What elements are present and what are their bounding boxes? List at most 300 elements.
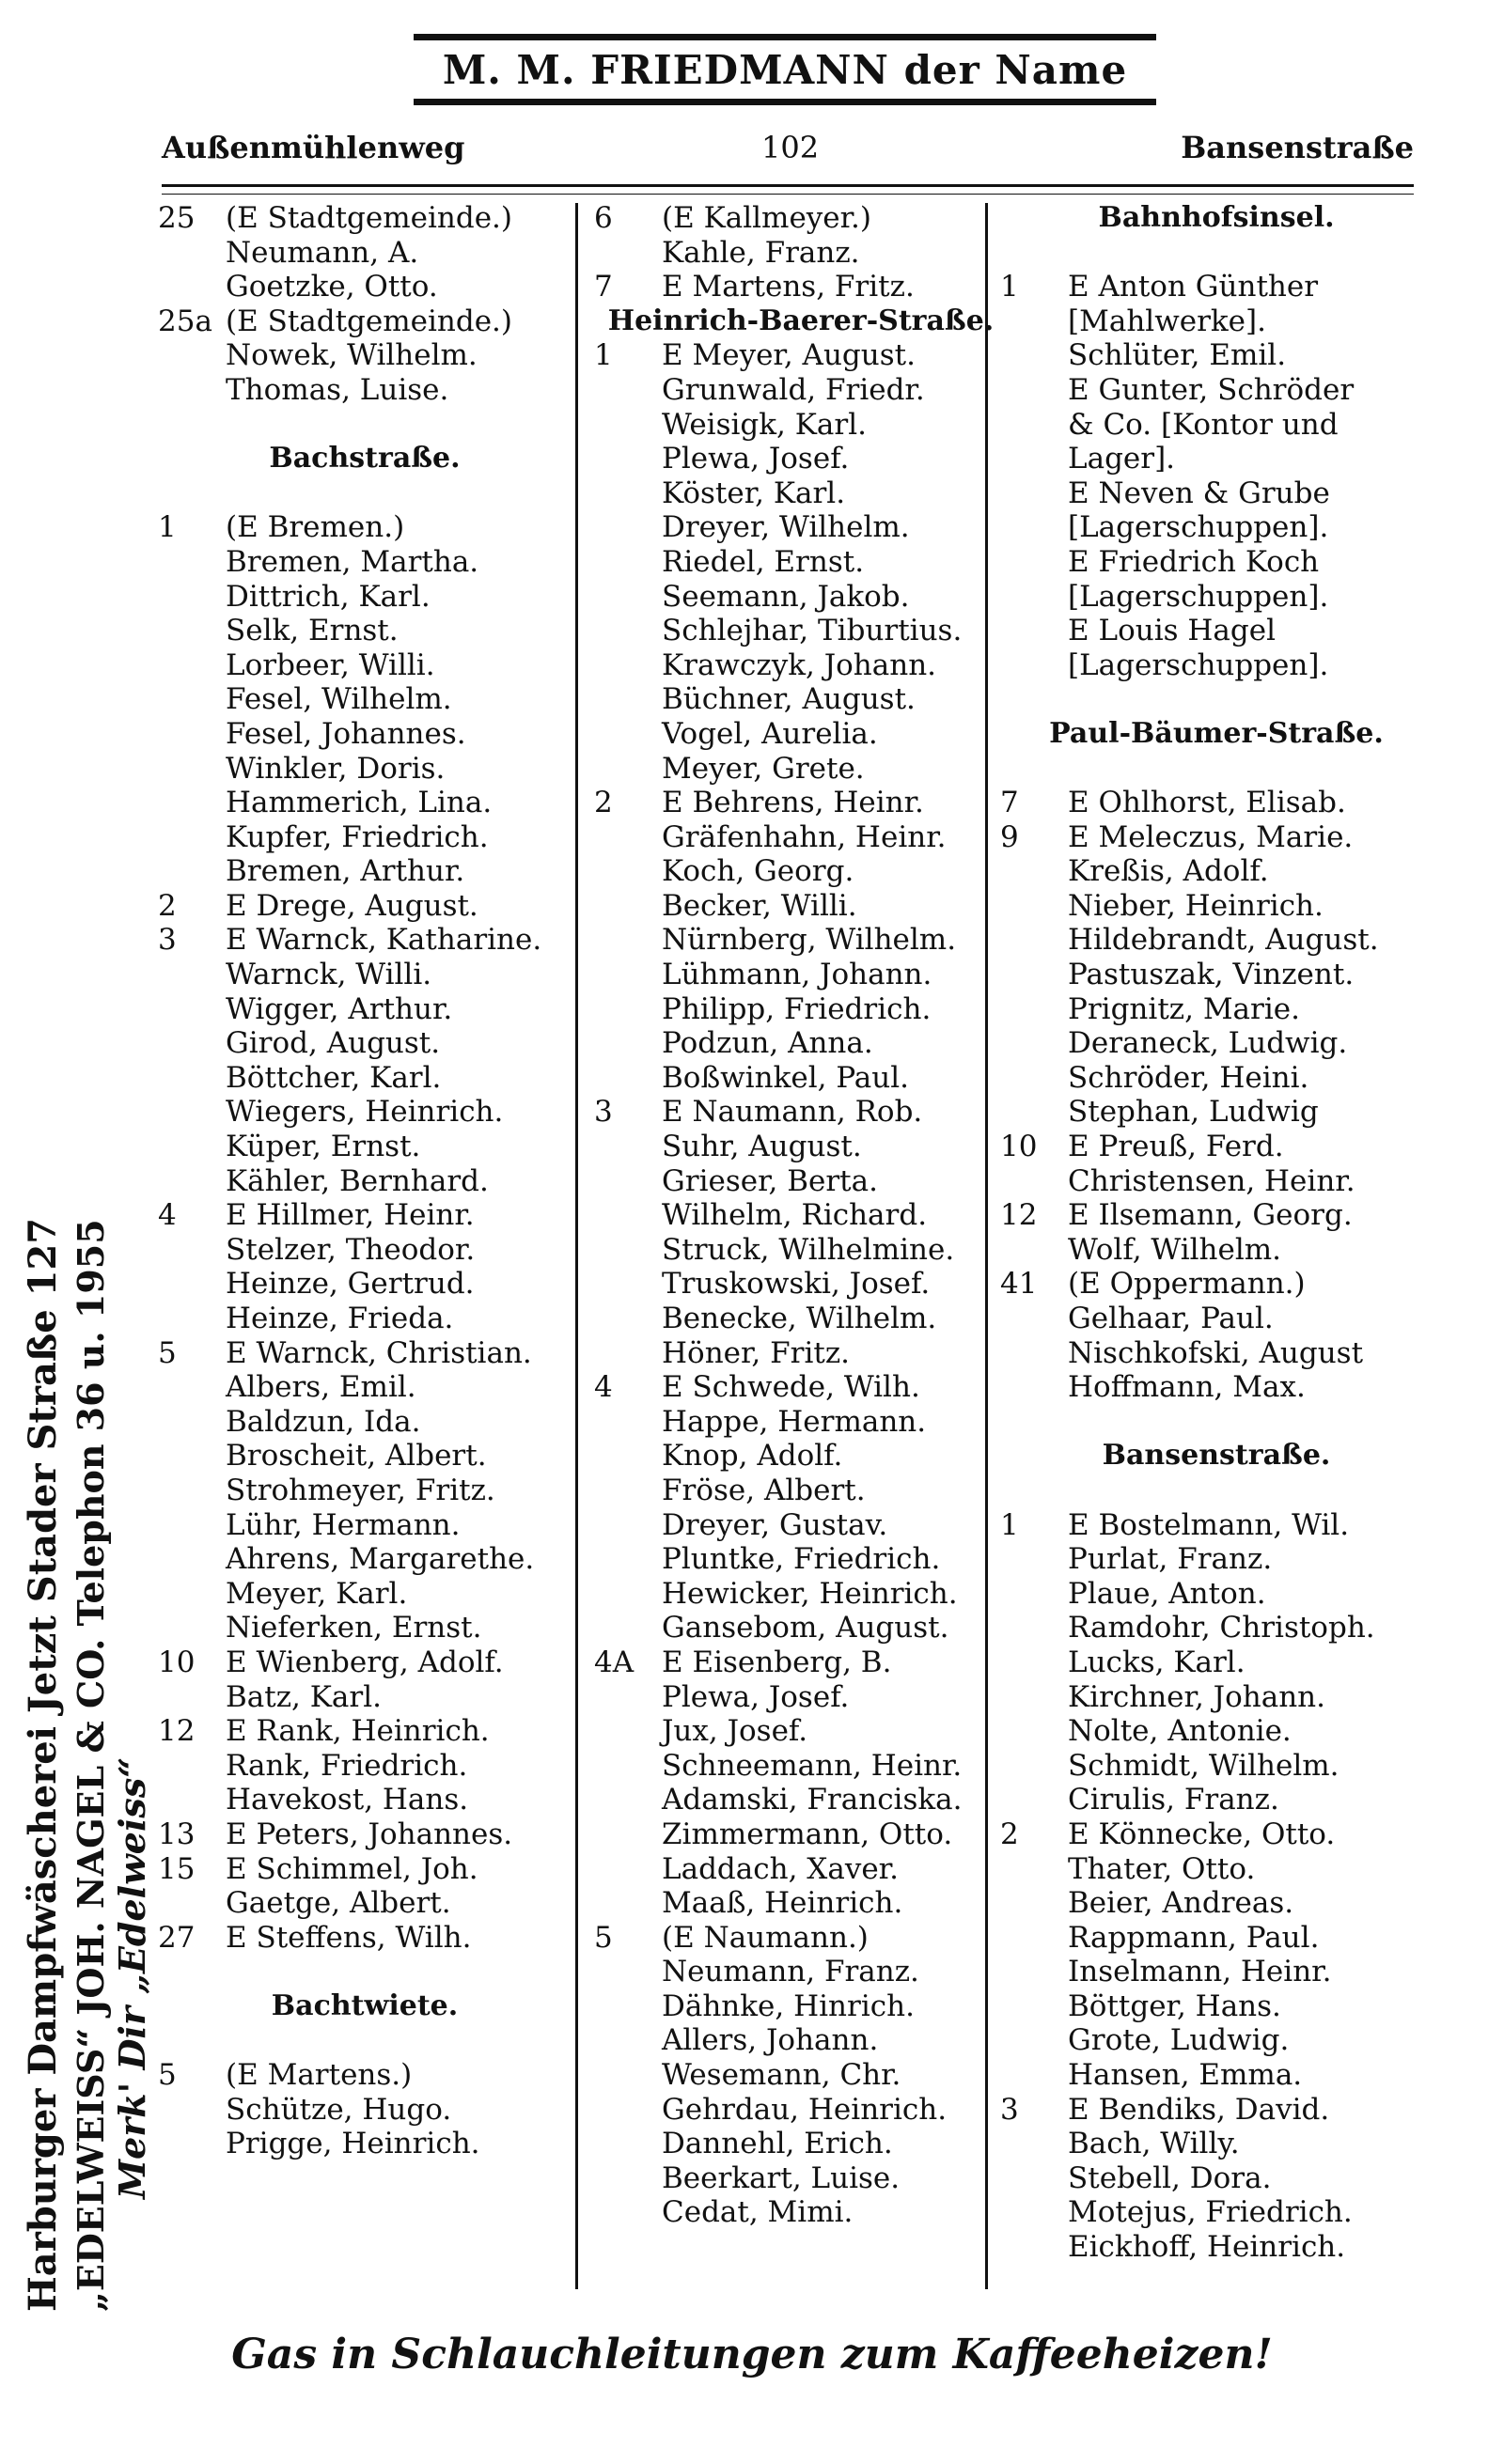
resident-entry xyxy=(594,1130,1008,1164)
resident-name: Schütze, Hugo. xyxy=(226,2092,452,2127)
resident-name: Deraneck, Ludwig. xyxy=(1068,1026,1348,1061)
resident-entry xyxy=(1000,510,1433,545)
resident-entry xyxy=(158,1336,572,1371)
resident-entry xyxy=(1000,270,1433,304)
street-name: Paul-Bäumer-Straße. xyxy=(1049,716,1384,750)
resident-name: (E Martens.) xyxy=(226,2058,413,2093)
house-number: 25 xyxy=(158,201,196,235)
house-number: 1 xyxy=(1000,270,1019,304)
street-heading xyxy=(1000,1439,1433,1474)
resident-name: E Anton Günther xyxy=(1068,270,1319,304)
resident-name: Weisigk, Karl. xyxy=(662,407,867,442)
resident-entry xyxy=(1000,889,1433,924)
resident-name: Pluntke, Friedrich. xyxy=(662,1542,941,1577)
resident-entry xyxy=(594,1508,1008,1543)
resident-entry xyxy=(1000,1233,1433,1268)
house-number: 12 xyxy=(158,1714,196,1749)
resident-name: E Ilsemann, Georg. xyxy=(1068,1198,1353,1233)
resident-name: Becker, Willi. xyxy=(662,888,857,923)
resident-entry xyxy=(1000,1302,1433,1336)
resident-name: Jux, Josef. xyxy=(662,1714,808,1749)
resident-entry xyxy=(158,1474,572,1508)
resident-name: Dähnke, Hinrich. xyxy=(662,1988,915,2023)
resident-name: (E Bremen.) xyxy=(226,510,405,545)
resident-name: Wiegers, Heinrich. xyxy=(226,1095,504,1130)
resident-entry xyxy=(594,1852,1008,1887)
resident-name: Cirulis, Franz. xyxy=(1068,1783,1279,1817)
resident-entry xyxy=(594,682,1008,717)
house-number: 4 xyxy=(594,1370,613,1405)
resident-entry xyxy=(158,201,572,236)
resident-entry xyxy=(158,958,572,992)
resident-entry xyxy=(594,1817,1008,1852)
resident-entry xyxy=(158,545,572,580)
resident-name: Kähler, Bernhard. xyxy=(226,1163,489,1198)
resident-name: Gansebom, August. xyxy=(662,1611,949,1645)
house-number: 27 xyxy=(158,1920,196,1955)
resident-name: Suhr, August. xyxy=(662,1130,862,1164)
resident-entry xyxy=(594,1061,1008,1096)
resident-entry xyxy=(594,1233,1008,1268)
resident-entry xyxy=(594,1542,1008,1577)
spacer xyxy=(158,476,572,511)
resident-name: Dreyer, Wilhelm. xyxy=(662,510,910,545)
house-number: 1 xyxy=(158,510,177,545)
resident-entry xyxy=(594,2195,1008,2230)
resident-entry xyxy=(158,717,572,752)
resident-name: Köster, Karl. xyxy=(662,476,846,510)
resident-name: E Behrens, Heinr. xyxy=(662,786,924,820)
resident-name: Christensen, Heinr. xyxy=(1068,1163,1355,1198)
spacer xyxy=(1000,1405,1433,1440)
resident-name: Kupfer, Friedrich. xyxy=(226,819,489,854)
resident-name: Philipp, Friedrich. xyxy=(662,991,932,1026)
resident-name: E Meyer, August. xyxy=(662,338,916,373)
resident-name: Stephan, Ludwig xyxy=(1068,1095,1319,1130)
resident-entry xyxy=(158,1852,572,1887)
house-number: 15 xyxy=(158,1851,196,1886)
resident-name: Stelzer, Theodor. xyxy=(226,1232,476,1267)
resident-name: Lühr, Hermann. xyxy=(226,1507,461,1542)
resident-name: Nürnberg, Wilhelm. xyxy=(662,923,957,958)
resident-entry xyxy=(1000,1714,1433,1749)
resident-name: Gaetge, Albert. xyxy=(226,1886,451,1921)
resident-entry xyxy=(1000,1095,1433,1130)
resident-entry xyxy=(158,992,572,1027)
house-number: 41 xyxy=(1000,1267,1038,1302)
resident-entry xyxy=(594,201,1008,236)
resident-name: Thater, Otto. xyxy=(1068,1851,1256,1886)
resident-entry xyxy=(158,1749,572,1784)
resident-name: Lühmann, Johann. xyxy=(662,958,932,992)
house-number: 3 xyxy=(158,923,177,958)
resident-entry xyxy=(594,717,1008,752)
resident-name: Meyer, Grete. xyxy=(662,751,865,786)
resident-name: E Schwede, Wilh. xyxy=(662,1370,920,1405)
resident-entry xyxy=(594,1955,1008,1989)
resident-entry xyxy=(594,1026,1008,1061)
resident-entry xyxy=(594,648,1008,683)
resident-entry xyxy=(1000,545,1433,580)
resident-entry xyxy=(158,236,572,271)
resident-entry xyxy=(158,1198,572,1233)
resident-entry xyxy=(158,1233,572,1268)
resident-entry xyxy=(594,786,1008,820)
resident-name: Gräfenhahn, Heinr. xyxy=(662,819,947,854)
resident-entry xyxy=(594,923,1008,958)
resident-entry xyxy=(1000,1370,1433,1405)
page-number: 102 xyxy=(761,130,820,165)
house-number: 1 xyxy=(1000,1507,1019,1542)
resident-name: E Steffens, Wilh. xyxy=(226,1920,472,1955)
resident-entry xyxy=(1000,2058,1433,2093)
street-name: Bahnhofsinsel. xyxy=(1098,201,1335,234)
resident-name: E Ohlhorst, Elisab. xyxy=(1068,786,1346,820)
resident-name: Schlüter, Emil. xyxy=(1068,338,1287,373)
resident-name: Rappmann, Paul. xyxy=(1068,1920,1320,1955)
resident-entry xyxy=(594,1577,1008,1612)
resident-entry xyxy=(594,2023,1008,2058)
resident-entry xyxy=(1000,1817,1433,1852)
side-ad-slogan: Merk' Dir „Edelweiss“ xyxy=(111,1756,153,2199)
resident-name: Girod, August. xyxy=(226,1026,441,1061)
resident-entry xyxy=(158,1267,572,1302)
resident-name: Podzun, Anna. xyxy=(662,1026,873,1061)
house-number: 2 xyxy=(594,786,613,820)
resident-name: E Peters, Johannes. xyxy=(226,1817,513,1851)
resident-entry xyxy=(158,1921,572,1956)
resident-entry xyxy=(594,1645,1008,1680)
resident-name: Schröder, Heini. xyxy=(1068,1060,1309,1095)
resident-name: Zimmermann, Otto. xyxy=(662,1817,953,1851)
resident-entry xyxy=(1000,1921,1433,1956)
house-number: 5 xyxy=(158,2058,177,2093)
resident-entry xyxy=(158,1302,572,1336)
resident-entry xyxy=(158,1817,572,1852)
spacer xyxy=(1000,1474,1433,1508)
resident-entry xyxy=(1000,338,1433,373)
resident-name: & Co. [Kontor und xyxy=(1068,407,1339,442)
resident-entry xyxy=(158,923,572,958)
resident-name: Kahle, Franz. xyxy=(662,235,860,270)
resident-entry xyxy=(594,408,1008,443)
resident-entry xyxy=(1000,1508,1433,1543)
resident-name: Thomas, Luise. xyxy=(226,372,449,407)
resident-entry xyxy=(1000,1542,1433,1577)
resident-name: Krawczyk, Johann. xyxy=(662,647,937,682)
house-number: 13 xyxy=(158,1817,196,1851)
resident-name: Beerkart, Luise. xyxy=(662,2160,901,2195)
resident-entry xyxy=(158,1714,572,1749)
street-heading xyxy=(158,1989,572,2024)
resident-entry xyxy=(1000,580,1433,615)
house-number: 2 xyxy=(1000,1817,1019,1851)
resident-name: [Mahlwerke]. xyxy=(1068,304,1266,338)
resident-entry xyxy=(1000,614,1433,648)
resident-name: E Hillmer, Heinr. xyxy=(226,1198,475,1233)
resident-name: Bremen, Martha. xyxy=(226,544,479,579)
resident-entry xyxy=(158,614,572,648)
house-number: 12 xyxy=(1000,1198,1038,1233)
resident-name: Fröse, Albert. xyxy=(662,1473,866,1507)
resident-entry xyxy=(594,580,1008,615)
resident-name: Lorbeer, Willi. xyxy=(226,647,435,682)
resident-name: Prigge, Heinrich. xyxy=(226,2127,480,2161)
resident-entry xyxy=(158,854,572,889)
resident-entry xyxy=(594,1989,1008,2024)
resident-name: Baldzun, Ida. xyxy=(226,1404,421,1439)
resident-name: Hewicker, Heinrich. xyxy=(662,1576,958,1611)
resident-entry xyxy=(158,1680,572,1715)
resident-name: Boßwinkel, Paul. xyxy=(662,1060,910,1095)
spacer xyxy=(1000,752,1433,787)
resident-name: Wilhelm, Richard. xyxy=(662,1198,928,1233)
resident-entry xyxy=(1000,1886,1433,1921)
resident-entry xyxy=(1000,1680,1433,1715)
resident-name: Nolte, Antonie. xyxy=(1068,1714,1292,1749)
resident-entry xyxy=(594,2161,1008,2196)
resident-entry xyxy=(594,1680,1008,1715)
resident-name: Wesemann, Chr. xyxy=(662,2058,901,2093)
resident-name: Dittrich, Karl. xyxy=(226,579,431,614)
resident-name: E Drege, August. xyxy=(226,888,478,923)
resident-entry xyxy=(1000,2093,1433,2128)
resident-name: Kirchner, Johann. xyxy=(1068,1679,1325,1714)
resident-entry xyxy=(158,510,572,545)
resident-entry xyxy=(158,304,572,339)
resident-entry xyxy=(1000,1749,1433,1784)
resident-entry xyxy=(158,1061,572,1096)
directory-column-2 xyxy=(594,201,1008,2230)
resident-entry xyxy=(594,1783,1008,1817)
header-rule xyxy=(162,184,1414,187)
street-name: Bachstraße. xyxy=(269,442,461,476)
house-number: 25a xyxy=(158,304,212,338)
resident-entry xyxy=(158,1439,572,1474)
house-number: 10 xyxy=(1000,1130,1038,1164)
resident-name: Lager]. xyxy=(1068,442,1176,476)
resident-entry xyxy=(1000,1130,1433,1164)
house-number: 1 xyxy=(594,338,613,373)
resident-name: Nischkofski, August xyxy=(1068,1335,1364,1370)
resident-entry xyxy=(1000,820,1433,855)
resident-name: Vogel, Aurelia. xyxy=(662,716,878,751)
resident-entry xyxy=(1000,992,1433,1027)
resident-entry xyxy=(594,236,1008,271)
resident-entry xyxy=(594,1198,1008,1233)
directory-column-3 xyxy=(1000,201,1433,2265)
resident-entry xyxy=(1000,2023,1433,2058)
resident-entry xyxy=(158,752,572,787)
resident-name: Nowek, Wilhelm. xyxy=(226,338,478,373)
resident-entry xyxy=(1000,1198,1433,1233)
street-heading xyxy=(1000,717,1433,752)
resident-name: E Könnecke, Otto. xyxy=(1068,1817,1336,1851)
house-number: 3 xyxy=(594,1095,613,1130)
resident-entry xyxy=(1000,1783,1433,1817)
resident-name: [Lagerschuppen]. xyxy=(1068,510,1329,545)
resident-name: Dannehl, Erich. xyxy=(662,2127,893,2161)
resident-name: E Louis Hagel xyxy=(1068,614,1276,648)
resident-name: Batz, Karl. xyxy=(226,1679,382,1714)
resident-name: Motejus, Friedrich. xyxy=(1068,2195,1353,2230)
spacer xyxy=(158,2023,572,2058)
resident-name: Eickhoff, Heinrich. xyxy=(1068,2230,1346,2265)
resident-name: Broscheit, Albert. xyxy=(226,1439,487,1474)
resident-entry xyxy=(594,1439,1008,1474)
resident-name: E Gunter, Schröder xyxy=(1068,372,1355,407)
header-street-left: Außenmühlenweg xyxy=(162,130,465,165)
house-number: 2 xyxy=(158,888,177,923)
house-number: 7 xyxy=(1000,786,1019,820)
resident-name: E Bostelmann, Wil. xyxy=(1068,1507,1350,1542)
street-name: Bachtwiete. xyxy=(271,1988,459,2022)
resident-entry xyxy=(158,1508,572,1543)
resident-entry xyxy=(594,2127,1008,2161)
resident-entry xyxy=(1000,854,1433,889)
resident-entry xyxy=(158,338,572,373)
house-number: 5 xyxy=(158,1335,177,1370)
resident-entry xyxy=(594,1302,1008,1336)
resident-entry xyxy=(158,1577,572,1612)
resident-name: Struck, Wilhelmine. xyxy=(662,1232,955,1267)
resident-entry xyxy=(158,2127,572,2161)
resident-entry xyxy=(594,1886,1008,1921)
resident-entry xyxy=(594,373,1008,408)
resident-name: Havekost, Hans. xyxy=(226,1783,469,1817)
side-ad-line-1: Harburger Dampfwäscherei Jetzt Stader Straße 127 xyxy=(21,1217,65,2312)
resident-name: (E Naumann.) xyxy=(662,1920,869,1955)
resident-name: Heinze, Gertrud. xyxy=(226,1267,475,1302)
resident-entry xyxy=(594,1714,1008,1749)
resident-entry xyxy=(158,889,572,924)
resident-entry xyxy=(158,648,572,683)
footer-slogan: Gas in Schlauchleitungen zum Kaffeeheizen! xyxy=(231,2331,1273,2378)
resident-entry xyxy=(1000,304,1433,339)
resident-entry xyxy=(1000,786,1433,820)
resident-entry xyxy=(1000,1955,1433,1989)
resident-entry xyxy=(594,1370,1008,1405)
resident-entry xyxy=(1000,442,1433,476)
resident-name: Böttger, Hans. xyxy=(1068,1988,1281,2023)
resident-name: Prignitz, Marie. xyxy=(1068,991,1300,1026)
resident-name: Höner, Fritz. xyxy=(662,1335,851,1370)
resident-entry xyxy=(1000,1577,1433,1612)
resident-entry xyxy=(1000,1852,1433,1887)
resident-entry xyxy=(158,1130,572,1164)
resident-name: Dreyer, Gustav. xyxy=(662,1507,888,1542)
resident-name: Warnck, Willi. xyxy=(226,958,432,992)
resident-entry xyxy=(158,1611,572,1645)
resident-name: Pastuszak, Vinzent. xyxy=(1068,958,1355,992)
resident-name: Seemann, Jakob. xyxy=(662,579,910,614)
resident-entry xyxy=(594,854,1008,889)
resident-name: E Rank, Heinrich. xyxy=(226,1714,490,1749)
street-heading xyxy=(158,442,572,476)
street-name: Bansenstraße. xyxy=(1102,1439,1331,1473)
resident-name: Fesel, Wilhelm. xyxy=(226,682,452,717)
resident-entry xyxy=(1000,1645,1433,1680)
resident-entry xyxy=(1000,2195,1433,2230)
resident-entry xyxy=(594,476,1008,511)
resident-name: Purlat, Franz. xyxy=(1068,1542,1273,1577)
resident-name: Büchner, August. xyxy=(662,682,916,717)
resident-name: Goetzke, Otto. xyxy=(226,270,438,304)
resident-name: Grieser, Berta. xyxy=(662,1163,878,1198)
resident-entry xyxy=(1000,2127,1433,2161)
house-number: 4A xyxy=(594,1645,634,1679)
resident-entry xyxy=(1000,648,1433,683)
resident-entry xyxy=(1000,1267,1433,1302)
spacer xyxy=(1000,682,1433,717)
spacer xyxy=(1000,236,1433,271)
resident-entry xyxy=(158,2058,572,2093)
resident-entry xyxy=(158,820,572,855)
resident-entry xyxy=(158,1783,572,1817)
resident-name: (E Stadtgemeinde.) xyxy=(226,304,513,338)
resident-name: Schmidt, Wilhelm. xyxy=(1068,1748,1340,1783)
resident-entry xyxy=(158,1095,572,1130)
resident-name: Hildebrandt, August. xyxy=(1068,923,1379,958)
resident-name: Selk, Ernst. xyxy=(226,614,399,648)
resident-name: Küper, Ernst. xyxy=(226,1130,421,1164)
resident-entry xyxy=(594,1749,1008,1784)
resident-entry xyxy=(594,889,1008,924)
resident-name: E Preuß, Ferd. xyxy=(1068,1130,1284,1164)
resident-name: Happe, Hermann. xyxy=(662,1404,927,1439)
resident-name: Meyer, Karl. xyxy=(226,1576,408,1611)
resident-name: Hoffmann, Max. xyxy=(1068,1370,1306,1405)
resident-name: Plaue, Anton. xyxy=(1068,1576,1266,1611)
resident-name: E Warnck, Katharine. xyxy=(226,923,542,958)
resident-entry xyxy=(1000,373,1433,408)
resident-name: Strohmeyer, Fritz. xyxy=(226,1473,495,1507)
resident-name: E Wienberg, Adolf. xyxy=(226,1645,504,1679)
resident-entry xyxy=(594,2093,1008,2128)
resident-entry xyxy=(158,580,572,615)
resident-entry xyxy=(1000,1164,1433,1199)
resident-name: Winkler, Doris. xyxy=(226,751,446,786)
resident-name: Beier, Andreas. xyxy=(1068,1886,1294,1921)
directory-column-1 xyxy=(158,201,572,2161)
resident-entry xyxy=(1000,1026,1433,1061)
resident-entry xyxy=(594,2058,1008,2093)
street-heading xyxy=(1000,201,1433,236)
resident-entry xyxy=(594,614,1008,648)
resident-entry xyxy=(1000,476,1433,511)
resident-name: Nieferken, Ernst. xyxy=(226,1611,482,1645)
resident-name: Cedat, Mimi. xyxy=(662,2195,854,2230)
resident-name: Böttcher, Karl. xyxy=(226,1060,442,1095)
resident-name: [Lagerschuppen]. xyxy=(1068,579,1329,614)
resident-entry xyxy=(594,820,1008,855)
resident-name: Hansen, Emma. xyxy=(1068,2058,1303,2093)
resident-name: Benecke, Wilhelm. xyxy=(662,1302,937,1335)
resident-entry xyxy=(594,1095,1008,1130)
resident-entry xyxy=(158,2093,572,2128)
resident-entry xyxy=(158,682,572,717)
resident-entry xyxy=(1000,1989,1433,2024)
house-number: 4 xyxy=(158,1198,177,1233)
resident-name: Plewa, Josef. xyxy=(662,1679,850,1714)
resident-entry xyxy=(1000,2161,1433,2196)
resident-entry xyxy=(1000,1611,1433,1645)
resident-entry xyxy=(158,1645,572,1680)
column-divider-1 xyxy=(575,203,578,2289)
resident-entry xyxy=(158,1370,572,1405)
resident-entry xyxy=(594,1405,1008,1440)
resident-entry xyxy=(158,373,572,408)
